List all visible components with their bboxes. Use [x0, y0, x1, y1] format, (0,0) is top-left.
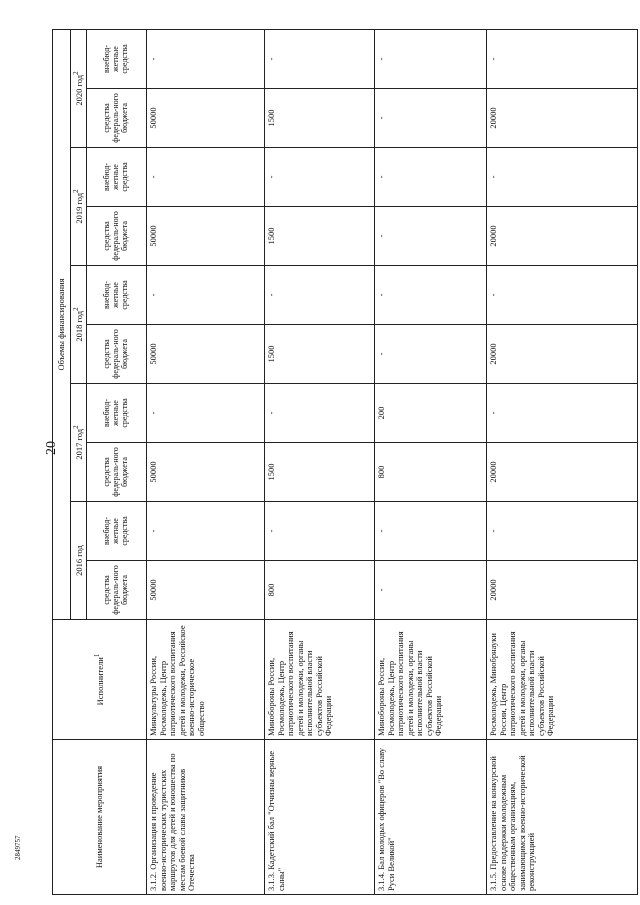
value-cell: -	[147, 384, 265, 443]
document-code: 2849757	[14, 835, 22, 860]
header-extra: внебюд-жетные средства	[87, 29, 147, 88]
value-cell: -	[375, 89, 487, 148]
value-cell: 800	[375, 443, 487, 502]
value-cell: 1500	[265, 443, 375, 502]
header-name: Наименование мероприятия	[53, 740, 147, 895]
value-cell: -	[375, 29, 487, 88]
rotated-table-wrapper	[52, 30, 638, 895]
value-cell: -	[265, 148, 375, 207]
value-cell: -	[375, 561, 487, 620]
value-cell: -	[375, 148, 487, 207]
header-federal: средства федераль-ного бюджета	[87, 89, 147, 148]
table-row	[487, 29, 638, 894]
header-federal: средства федераль-ного бюджета	[87, 443, 147, 502]
value-cell: 1500	[265, 89, 375, 148]
value-cell: -	[265, 384, 375, 443]
value-cell: -	[147, 29, 265, 88]
value-cell: 1500	[265, 207, 375, 266]
header-extra: внебюд-жетные средства	[87, 502, 147, 561]
header-funding: Объемы финансирования	[53, 29, 71, 619]
row-executors: Минобороны России, Росмолодежь, Центр патриотического воспитания детей и молодежи, органы исполнительной власти субъектов Российской Федерации	[375, 620, 487, 740]
value-cell: -	[487, 148, 638, 207]
row-executors: Минкультуры России, Росмолодежь, Центр патриотического воспитания детей и молодежи, Российское военно-историческое общество	[147, 620, 265, 740]
value-cell: -	[147, 266, 265, 325]
value-cell: -	[147, 148, 265, 207]
table-row	[147, 29, 265, 894]
header-extra: внебюд-жетные средства	[87, 266, 147, 325]
header-year: 2017 год$^2$	[71, 384, 87, 502]
funding-table	[52, 29, 638, 895]
header-year: 2018 год$^2$	[71, 266, 87, 384]
row-executors: Минобороны России, Росмолодежь, Центр патриотического воспитания детей и молодежи, органы исполнительной власти субъектов Российской Федерации	[265, 620, 375, 740]
value-cell: -	[265, 29, 375, 88]
value-cell: 20000	[487, 207, 638, 266]
value-cell: 20000	[487, 561, 638, 620]
table-row	[375, 29, 487, 894]
header-federal: средства федераль-ного бюджета	[87, 325, 147, 384]
value-cell: -	[375, 325, 487, 384]
value-cell: 200	[375, 384, 487, 443]
value-cell: 50000	[147, 325, 265, 384]
value-cell: 50000	[147, 443, 265, 502]
row-executors: Росмолодежь, Минобрнауки России, Центр патриотического воспитания детей и молодежи, органы исполнительной власти субъектов Российской Федерации	[487, 620, 638, 740]
value-cell: -	[265, 502, 375, 561]
header-year: 2020 год$^2$	[71, 29, 87, 147]
row-name: 3.1.2. Организация и проведение военно-исторических туристских маршрутов для детей и юношества по местам боевой славы защитников Отечества	[147, 740, 265, 895]
row-name: 3.1.3. Кадетский бал "Отчизны верные сыны"	[265, 740, 375, 895]
value-cell: 20000	[487, 443, 638, 502]
value-cell: 800	[265, 561, 375, 620]
header-year: 2019 год$^2$	[71, 148, 87, 266]
value-cell: -	[375, 266, 487, 325]
header-extra: внебюд-жетные средства	[87, 384, 147, 443]
value-cell: 20000	[487, 325, 638, 384]
value-cell: -	[487, 502, 638, 561]
page-number: 20	[44, 441, 59, 455]
header-year: 2016 год	[71, 502, 87, 620]
value-cell: 1500	[265, 325, 375, 384]
header-federal: средства федераль-ного бюджета	[87, 561, 147, 620]
value-cell: 50000	[147, 561, 265, 620]
header-executors: Исполнители$^1$	[53, 620, 147, 740]
value-cell: -	[265, 266, 375, 325]
value-cell: -	[375, 502, 487, 561]
table-row	[265, 29, 375, 894]
value-cell: -	[487, 384, 638, 443]
value-cell: 20000	[487, 89, 638, 148]
row-name: 3.1.4. Бал молодых офицеров "Во славу Руси Великой"	[375, 740, 487, 895]
value-cell: 50000	[147, 89, 265, 148]
value-cell: -	[375, 207, 487, 266]
value-cell: -	[147, 502, 265, 561]
value-cell: -	[487, 29, 638, 88]
value-cell: 50000	[147, 207, 265, 266]
header-extra: внебюд-жетные средства	[87, 148, 147, 207]
row-name: 3.1.5. Предоставление на конкурсной основе поддержки молодежным общественным организациям, занимающимся военно-исторической реконструкцией	[487, 740, 638, 895]
value-cell: -	[487, 266, 638, 325]
header-federal: средства федераль-ного бюджета	[87, 207, 147, 266]
